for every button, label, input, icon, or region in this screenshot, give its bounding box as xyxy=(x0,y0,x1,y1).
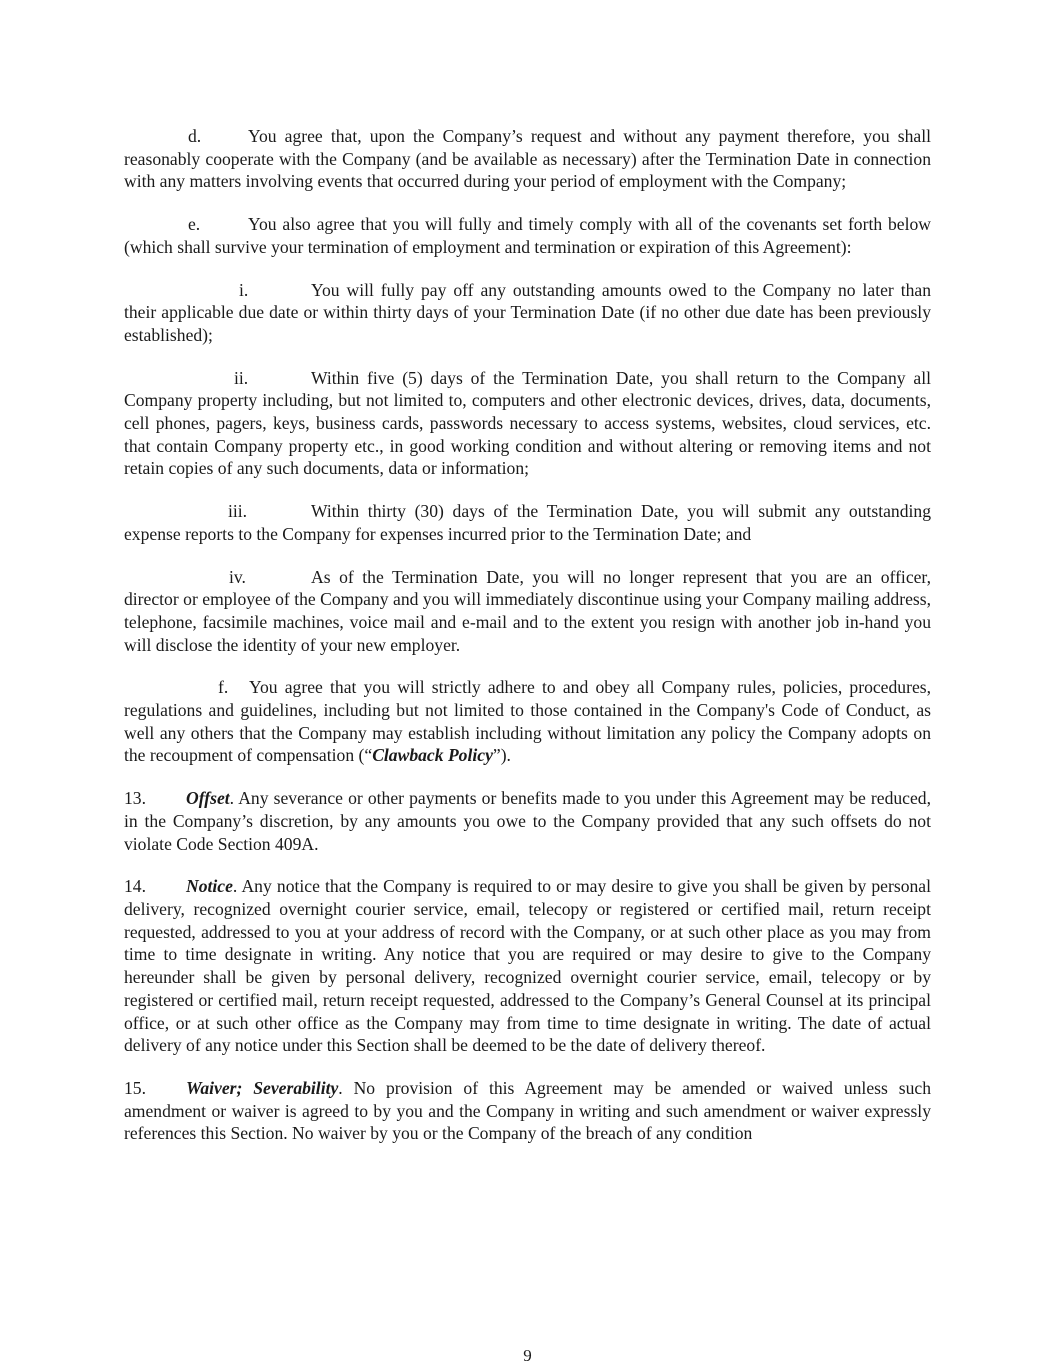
list-marker: ii. xyxy=(234,367,249,388)
section-heading: Waiver; Severability xyxy=(186,1077,339,1098)
paragraph-d xyxy=(124,125,931,193)
section-14 xyxy=(124,875,931,1057)
paragraph-ii xyxy=(124,367,931,481)
section-15 xyxy=(124,1077,931,1145)
list-marker: d. xyxy=(188,126,202,146)
list-marker: iv. xyxy=(229,566,246,587)
paragraph-text: As of the Termination Date, you will no longer represent that you are an officer, director or employee of the Company and you will immediately discontinue using your Company mailing address, telephone, facsimile machines, voice mail and e-mail and to the extent you resign with another job in-hand you will disclose the identity of your new employer. xyxy=(124,566,931,655)
paragraph-text: You also agree that you will fully and timely comply with all of the covenants set forth below (which shall survive your termination of employment and termination or expiration of this Agreement): xyxy=(124,214,931,257)
defined-term: Clawback Policy xyxy=(372,745,493,766)
paragraph-text-end: ”). xyxy=(492,745,511,766)
list-marker: i. xyxy=(239,279,249,300)
paragraph-text: You will fully pay off any outstanding amounts owed to the Company no later than their applicable due date or within thirty days of your Termination Date (if no other due date has been previously established); xyxy=(124,279,931,345)
paragraph-iv xyxy=(124,566,931,657)
section-number: 15. xyxy=(124,1077,146,1098)
list-marker: iii. xyxy=(228,501,248,522)
paragraph-e xyxy=(124,213,931,258)
section-13 xyxy=(124,787,931,855)
paragraph-iii xyxy=(124,500,931,545)
section-text: . No provision of this Agreement may be amended or waived unless such amendment or waiver is agreed to by you and the Company in writing and such amendment or waiver expressly references this Section. No waiver by you or the Company of the breach of any condition xyxy=(124,1077,931,1144)
paragraph-text: You agree that you will strictly adhere to and obey all Company rules, policies, procedures, regulations and guidelines, including but not limited to those contained in the Company's Code of Conduct, as well any others that the Company may establish including without limitation any policy the Company adopts on the recoupment of compensation (“ xyxy=(124,677,931,766)
page-number: 9 xyxy=(523,1346,532,1365)
paragraph-f xyxy=(124,676,931,767)
section-text: . Any severance or other payments or benefits made to you under this Agreement may be reduced, in the Company’s discretion, by any amounts you owe to the Company provided that any such offsets do not violate Code Section 409A. xyxy=(124,788,931,854)
paragraph-text: Within thirty (30) days of the Termination Date, you will submit any outstanding expense reports to the Company for expenses incurred prior to the Termination Date; and xyxy=(124,501,931,544)
paragraph-text: You agree that, upon the Company’s request and without any payment therefore, you shall reasonably cooperate with the Company (and be available as necessary) after the Termination Date in connection with any matters involving events that occurred during your period of employment with the Company; xyxy=(124,126,931,192)
section-text: . Any notice that the Company is required to or may desire to give you shall be given by personal delivery, recognized overnight courier service, email, telecopy or registered or certified mail, return receipt requested, addressed to you at your address of record with the Company, or at such other place as you may from time to time designate in writing. Any notice that you are required or may desire to give to the Company hereunder shall be given by personal delivery, recognized overnight courier service, email, telecopy or by registered or certified mail, return receipt requested, addressed to the Company’s General Counsel at its principal office, or at such other office as the Company may from time to time designate in writing. The date of actual delivery of any notice under this Section shall be deemed to be the date of delivery thereof. xyxy=(124,876,931,1056)
paragraph-i xyxy=(124,279,931,347)
section-number: 14. xyxy=(124,876,146,897)
list-marker: f. xyxy=(218,677,229,698)
section-heading: Offset xyxy=(186,788,230,809)
paragraph-text: Within five (5) days of the Termination Date, you shall return to the Company all Company property including, but not limited to, computers and other electronic devices, drives, data, documents, cell phones, pagers, keys, business cards, passwords necessary to access systems, websites, cloud services, etc. that contain Company property etc., in good working condition and without altering or removing items and not retain copies of any such documents, data or information; xyxy=(124,367,931,479)
document-page xyxy=(124,125,931,1145)
section-number: 13. xyxy=(124,788,146,809)
section-heading: Notice xyxy=(186,876,233,897)
list-marker: e. xyxy=(188,214,201,235)
